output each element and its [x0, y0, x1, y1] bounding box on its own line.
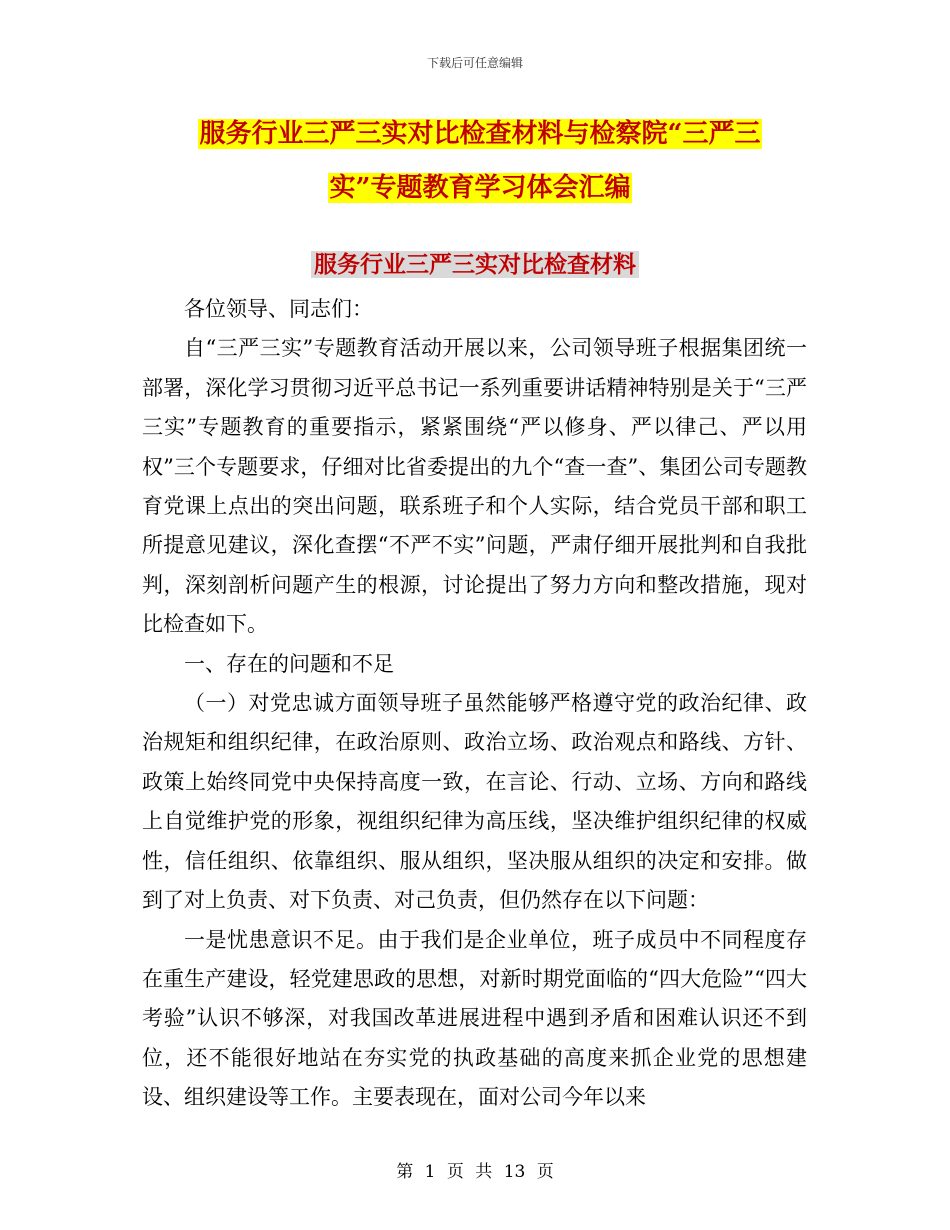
section-title-text: 服务行业三严三实对比检查材料	[311, 251, 639, 278]
page-header-note: 下载后可任意编辑	[426, 56, 523, 70]
paragraph-salutation: 各位领导、同志们：	[184, 297, 373, 321]
total-pages: 13	[503, 1162, 526, 1182]
total-unit: 页	[536, 1162, 554, 1182]
page-label: 第	[396, 1162, 414, 1182]
page-footer	[0, 1157, 950, 1182]
document-title	[150, 107, 810, 215]
document-body	[142, 290, 807, 1118]
title-line-2: 实”专题教育学习体会汇编	[329, 173, 631, 203]
paragraph: 一是忧患意识不足。由于我们是企业单位，班子成员中不同程度存在重生产建设，轻党建思政的思想，对新时期党面临的“四大危险”“四大考验”认识不够深，对我国改革进展进程中遇到矛盾和困难认识还不到位，还不能很好地站在夯实党的执政基础的高度来抓企业党的思想建设、组织建设等工作。主要表现在，面对公司今年以来	[142, 927, 807, 1110]
section-title	[0, 246, 950, 279]
total-label: 共	[475, 1162, 493, 1182]
paragraph: 自“三严三实”专题教育活动开展以来，公司领导班子根据集团统一部署，深化学习贯彻习近平总书记一系列重要讲话精神特别是关于“三严三实”专题教育的重要指示，紧紧围绕“严以修身、严以律己、严以用权”三个专题要求，仔细对比省委提出的九个“查一查”、集团公司专题教育党课上点出的突出问题，联系班子和个人实际，结合党员干部和职工所提意见建议，深化查摆“不严不实”问题，严肃仔细开展批判和自我批判，深刻剖析问题产生的根源，讨论提出了努力方向和整改措施，现对比检查如下。	[142, 336, 807, 637]
page-number: 1	[424, 1162, 436, 1182]
page-unit: 页	[446, 1162, 464, 1182]
paragraph: （一）对党忠诚方面领导班子虽然能够严格遵守党的政治纪律、政治规矩和组织纪律，在政治原则、政治立场、政治观点和路线、方针、政策上始终同党中央保持高度一致，在言论、行动、立场、方向和路线上自觉维护党的形象，视组织纪律为高压线，坚决维护组织纪律的权威性，信任组织、依靠组织、服从组织，坚决服从组织的决定和安排。做到了对上负责、对下负责、对己负责，但仍然存在以下问题：	[142, 691, 807, 913]
paragraph-heading: 一、存在的问题和不足	[184, 651, 394, 676]
title-line-1: 服务行业三严三实对比检查材料与检察院“三严三	[199, 119, 761, 149]
